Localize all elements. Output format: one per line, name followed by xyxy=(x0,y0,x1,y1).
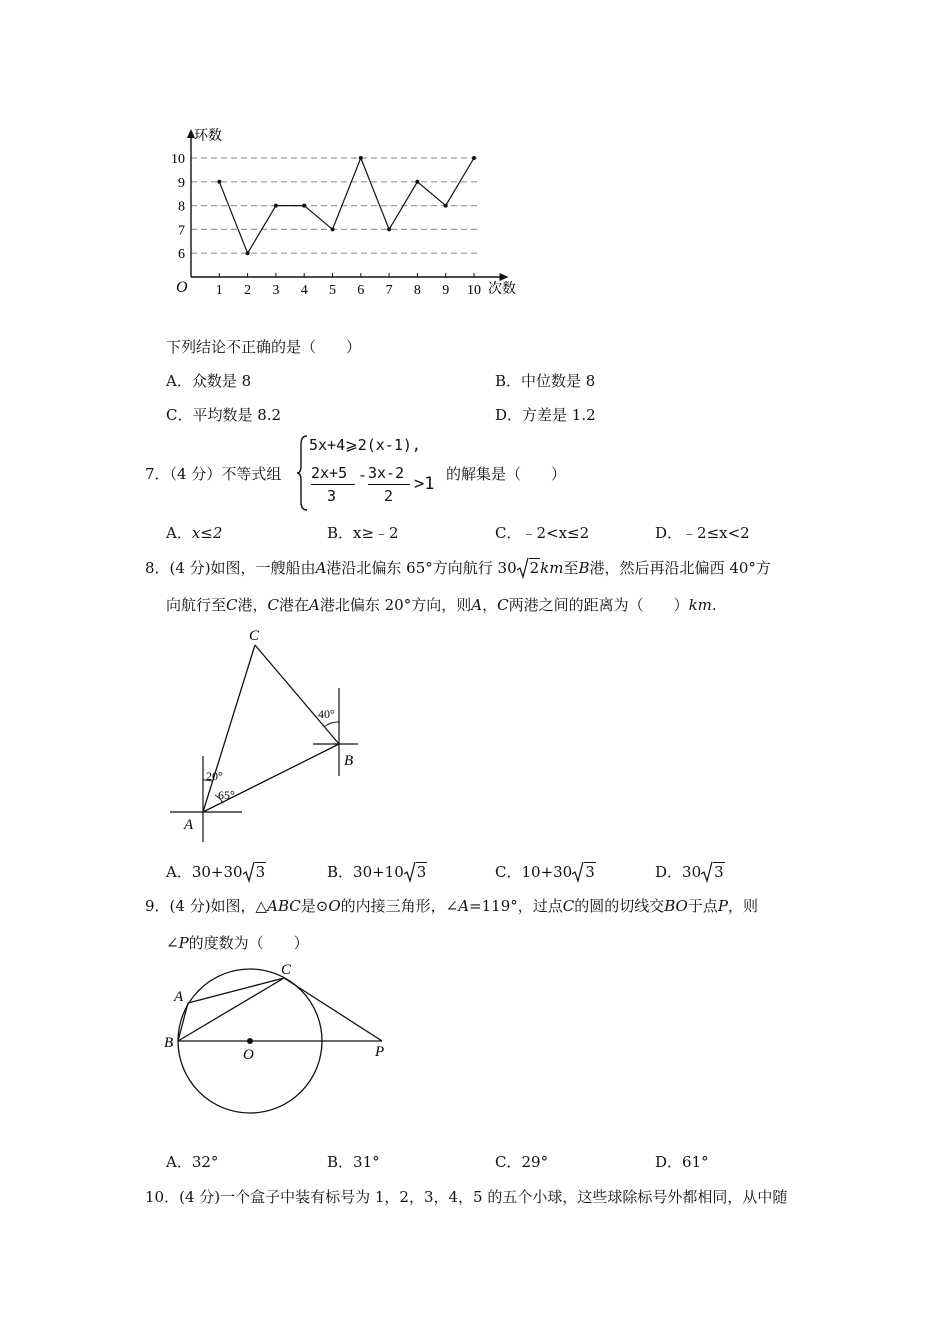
q9-line1 xyxy=(145,895,758,916)
q8-option-a[interactable] xyxy=(166,861,266,882)
q8-var: A xyxy=(471,596,483,614)
line-chart xyxy=(160,120,540,300)
q6-stem: 下列结论不正确的是（ ） xyxy=(166,338,362,356)
q7-prefix: 7．（4 分）不等式组 xyxy=(145,465,282,483)
chart-point xyxy=(472,156,476,160)
q7-option-a-label: A． xyxy=(166,524,192,542)
q10-line1: 10．(4 分)一个盒子中装有标号为 1，2，3，4，5 的五个小球，这些球除标号外都相同，从中随 xyxy=(145,1188,788,1206)
q8-unit: km xyxy=(540,559,564,577)
q7-option-c-text: ﹣2<x≤2 xyxy=(521,524,590,542)
q9-var: BO xyxy=(664,897,688,915)
q8-radicand: 3 xyxy=(416,863,427,881)
q9-fig-label-p: P xyxy=(375,1044,385,1060)
q8-fig-label-a: A xyxy=(184,817,194,833)
q8-line1 xyxy=(145,557,771,578)
chart-xtick-label: 3 xyxy=(272,283,280,298)
q7-suffix: 的解集是（ ） xyxy=(446,465,567,483)
chart-xtick-label: 2 xyxy=(244,283,252,298)
q8-text: ， xyxy=(482,596,498,614)
q7-option-d-label: D． xyxy=(655,524,683,542)
q8-option-d[interactable] xyxy=(655,861,725,882)
chart-origin: O xyxy=(176,279,188,296)
q8-fig-angle-20: 20° xyxy=(206,769,223,783)
q8-unit: km xyxy=(688,596,712,614)
q7-frac2-den: 2 xyxy=(384,487,394,505)
chart-xtick-label: 10 xyxy=(467,283,481,298)
q7-option-b-label: B． xyxy=(327,524,354,542)
q8-text: 港，然后再沿北偏西 40°方 xyxy=(589,559,771,577)
q8-fig-label-c: C xyxy=(249,628,260,644)
q8-text: 8．(4 分)如图，一艘船由 xyxy=(145,559,316,577)
q9-var: P xyxy=(178,934,189,952)
q9-text: 9．(4 分)如图，△ xyxy=(145,897,268,915)
q9-option-d[interactable]: D．61° xyxy=(655,1153,709,1171)
q9-var: P xyxy=(717,897,728,915)
q8-text: . xyxy=(711,596,717,614)
q6-option-a[interactable]: A．众数是 8 xyxy=(166,372,252,390)
q7-option-d-text: ﹣2≤x<2 xyxy=(682,524,750,542)
q9-fig-label-a: A xyxy=(174,989,184,1005)
q9-figure xyxy=(160,955,400,1125)
chart-point xyxy=(444,204,448,208)
chart-xtick-label: 7 xyxy=(385,283,393,298)
q9-var: C xyxy=(562,897,575,915)
chart-gridlines xyxy=(191,158,480,253)
q9-text: 是⊙ xyxy=(300,897,329,915)
q7-option-d[interactable] xyxy=(655,522,750,543)
q9-option-c[interactable]: C．29° xyxy=(495,1153,549,1171)
chart-ylabel: 环数 xyxy=(194,129,222,144)
q8-var: B xyxy=(578,559,590,577)
q7-option-b-text: x≥﹣2 xyxy=(353,524,399,542)
q7-option-a[interactable] xyxy=(166,522,222,543)
chart-ytick-label: 6 xyxy=(178,247,185,263)
q8-option-b-text: B．30+10 xyxy=(327,863,404,881)
chart-x-arrow xyxy=(499,273,508,281)
q8-sqrt xyxy=(517,559,541,577)
q9-text: 于点 xyxy=(687,897,718,915)
q8-radicand: 3 xyxy=(714,863,724,881)
chart-xtick-label: 4 xyxy=(300,283,308,298)
q9-var: ABC xyxy=(267,897,301,915)
chart-xlabel: 次数 xyxy=(488,282,516,297)
q7-option-b[interactable] xyxy=(327,522,399,543)
q9-fig-label-o: O xyxy=(243,1047,254,1063)
q8-var: A xyxy=(309,596,320,614)
q8-figure xyxy=(160,620,380,850)
q8-radicand: 3 xyxy=(255,863,266,881)
q8-sqrt xyxy=(404,863,428,881)
q6-option-d[interactable]: D．方差是 1.2 xyxy=(495,406,596,424)
chart-xtick-label: 9 xyxy=(442,283,450,298)
q7-frac1-num: 2x+5 xyxy=(311,464,348,482)
q7-frac1-den: 3 xyxy=(327,487,337,505)
q8-text: 至 xyxy=(563,559,579,577)
q9-option-a[interactable]: A．32° xyxy=(166,1153,219,1171)
chart-point xyxy=(217,180,221,184)
chart-point xyxy=(415,180,419,184)
q9-fig-label-c: C xyxy=(281,962,292,978)
q8-sqrt xyxy=(572,863,596,881)
chart-point xyxy=(246,251,250,255)
q8-var: A xyxy=(315,559,327,577)
q8-fig-angle-40: 40° xyxy=(318,707,335,721)
q8-option-a-text: A．30+30 xyxy=(166,863,243,881)
q8-option-b[interactable] xyxy=(327,861,427,882)
q6-option-b[interactable]: B．中位数是 8 xyxy=(495,372,596,390)
q8-sqrt xyxy=(243,863,267,881)
q8-option-c-text: C．10+30 xyxy=(495,863,573,881)
q8-fig-angle-65: 65° xyxy=(218,788,235,802)
q8-line2 xyxy=(166,594,717,615)
q8-radicand: 3 xyxy=(585,863,595,881)
q7-minus: - xyxy=(358,466,368,484)
q9-text: 的内接三角形，∠ xyxy=(340,897,459,915)
q9-var: O xyxy=(328,897,341,915)
q7-brace xyxy=(296,434,308,512)
q8-fig-label-b: B xyxy=(344,753,354,769)
q8-text: 港在 xyxy=(279,596,310,614)
q9-text: 的圆的切线交 xyxy=(574,897,665,915)
chart-xtick-label: 1 xyxy=(215,283,223,298)
q8-text: 向航行至 xyxy=(166,596,227,614)
chart-xtick-label: 8 xyxy=(413,283,421,298)
q6-option-c[interactable]: C．平均数是 8.2 xyxy=(166,406,282,424)
q8-radicand: 2 xyxy=(529,559,540,577)
q7-system-line1: 5x+4⩾2(x-1), xyxy=(309,436,421,454)
chart-point xyxy=(387,227,391,231)
chart-ytick-label: 9 xyxy=(178,175,185,191)
chart-ytick-label: 8 xyxy=(178,199,185,215)
chart-point xyxy=(359,156,363,160)
q9-var: A xyxy=(458,897,470,915)
chart-point xyxy=(331,227,335,231)
q7-option-c-label: C． xyxy=(495,524,522,542)
q7-option-a-text: x≤2 xyxy=(191,524,223,542)
q8-sqrt xyxy=(701,863,725,881)
chart-tick-labels xyxy=(171,152,481,298)
q8-option-d-text: D．30 xyxy=(655,863,702,881)
q9-line2 xyxy=(166,932,309,953)
chart-ytick-label: 7 xyxy=(178,223,185,239)
q8-var: C xyxy=(267,596,279,614)
q8-text: 两港之间的距离为（ ） xyxy=(508,596,689,614)
q9-text: =119°，过点 xyxy=(469,897,563,915)
chart-ytick-label: 10 xyxy=(171,152,185,167)
chart-xtick-label: 6 xyxy=(357,283,365,298)
q8-option-c[interactable] xyxy=(495,861,596,882)
q7-frac2-bar xyxy=(368,484,410,485)
chart-xtick-label: 5 xyxy=(329,283,336,298)
chart-point xyxy=(302,204,306,208)
q8-var: C xyxy=(226,596,238,614)
q7-frac1-bar xyxy=(311,484,355,485)
q7-option-c[interactable] xyxy=(495,522,589,543)
q9-text: ，则 xyxy=(727,897,758,915)
q9-text: 的度数为（ ） xyxy=(188,934,309,952)
q8-text: 港北偏东 20°方向，则 xyxy=(319,596,472,614)
chart-point xyxy=(274,204,278,208)
q8-var: C xyxy=(497,596,509,614)
q9-fig-label-b: B xyxy=(164,1035,174,1051)
q7-gt: >1 xyxy=(414,474,435,494)
q7-frac2-num: 3x-2 xyxy=(368,464,405,482)
q9-text: ∠ xyxy=(166,934,179,952)
q8-text: 港沿北偏东 65°方向航行 30 xyxy=(326,559,517,577)
q8-text: 港， xyxy=(237,596,268,614)
q9-option-b[interactable]: B．31° xyxy=(327,1153,380,1171)
